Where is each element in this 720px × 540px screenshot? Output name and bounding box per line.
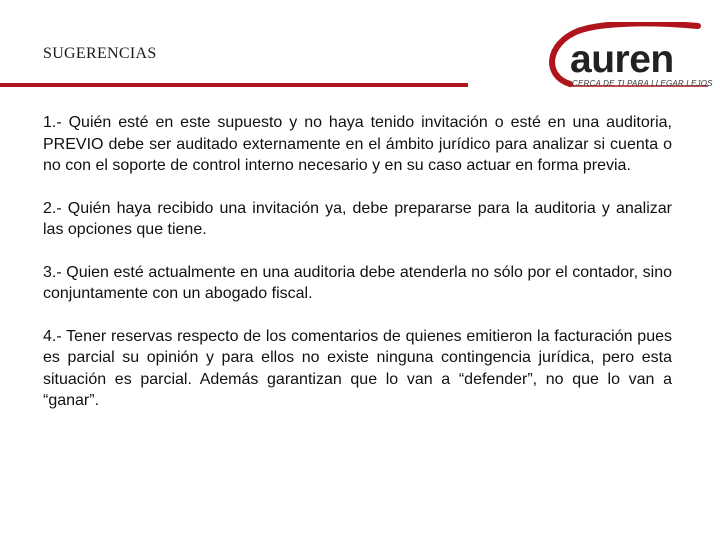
page-title: SUGERENCIAS xyxy=(43,45,157,62)
logo-wordmark: auren xyxy=(570,38,674,81)
suggestion-paragraph: 1.- Quién esté en este supuesto y no haya tenido invitación o esté en una auditoria, PREVIO debe ser auditado externamente en el ámbito jurídico para analizar si cuenta o no con el soporte de control interno necesario y en su caso actuar en forma previa. xyxy=(43,114,672,174)
auren-logo xyxy=(548,22,713,94)
suggestion-paragraph: 2.- Quién haya recibido una invitación ya, debe prepararse para la auditoria y analizar las opciones que tiene. xyxy=(43,199,672,238)
suggestion-paragraph: 4.- Tener reservas respecto de los comentarios de quienes emitieron la facturación pues es parcial su opinión y para ellos no existe ninguna contingencia jurídica, pero esta situación es parcial. Además garantizan que lo van a “defender”, no que lo van a “ganar”. xyxy=(43,327,672,409)
title-underline xyxy=(0,83,468,87)
suggestions-body xyxy=(43,112,672,433)
logo-tagline: CERCA DE TI PARA LLEGAR LEJOS xyxy=(572,79,713,88)
suggestion-paragraph: 3.- Quien esté actualmente en una auditoria debe atenderla no sólo por el contador, sino conjuntamente con un abogado fiscal. xyxy=(43,263,672,302)
